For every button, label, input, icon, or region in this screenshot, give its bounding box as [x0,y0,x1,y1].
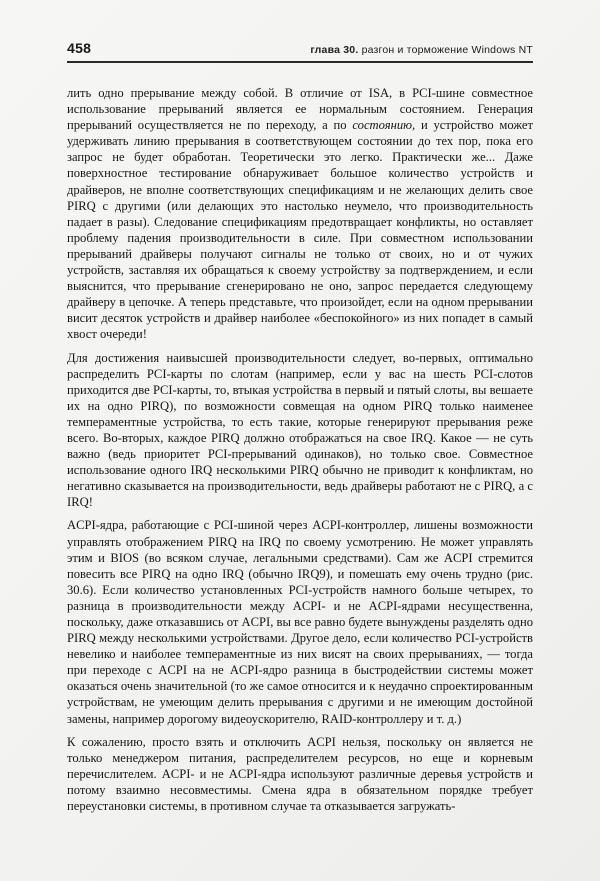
paragraph-3: ACPI-ядра, работающие с PCI-шиной через ACPI-контроллер, лишены возможности управлять отображением PIRQ на IRQ по своему усмотрению. Не может управлять этим и BIOS (во всяком случае, легальными средствами). Сам же ACPI стремится повесить все PIRQ на одно IRQ (обычно IRQ9), и помешать ему очень трудно (рис. 30.6). Если количество установленных PCI-устройств намного больше четырех, то разница в производительности между ACPI- и не ACPI-ядрами несущественна, поскольку, даже отказавшись от ACPI, вы все равно будете вынуждены разделять одно PIRQ между несколькими устройствами. Другое дело, если количество PCI-устройств невелико и наиболее темпераментные из них висят на своих прерываниях, — тогда при переходе с ACPI на не ACPI-ядро разница в быстродействии системы может оказаться очень значительной (то же самое относится и к неудачно спроектированным устройствам, не умеющим делить прерывания с другими и не имеющим достойной замены, например дорогому видеоускорителю, RAID-контроллеру и т. д.) [67,518,533,726]
chapter-running-title [310,44,533,56]
paragraph-1-text: лить одно прерывание между собой. В отличие от ISA, в PCI-шине совместное использование прерываний является ее нормальным состоянием. Генерация прерываний осуществляется не по переходу, а по [67,86,533,133]
page-number: 458 [67,40,92,56]
page-body [67,85,533,814]
paragraph-4: К сожалению, просто взять и отключить ACPI нельзя, поскольку он является не только менеджером питания, распределителем ресурсов, но еще и корневым перечислителем. ACPI- и не ACPI-ядра используют различные деревья устройств и потому взаимно несовместимы. Смена ядра в обязательном порядке требует переустановки системы, в противном случае та отказывается загружать- [67,734,533,814]
header-rule [67,61,533,63]
chapter-number: глава 30. [310,44,359,56]
paragraph-1 [67,85,533,343]
paragraph-1-text-continued: , и устройство может удерживать линию прерывания в соответствующем состоянии до тех пор, пока его запрос не будет обработан. Теоретически это легко. Практически же... Даже поверхностное тестирование обнаруживает большое количество устройств и драйверов, не вполне соответствующих спецификациям и не желающих делить свое PIRQ с другими (или делающих это настолько неумело, что производительность падает в разы). Следование спецификациям предотвращает конфликты, но оставляет проблему падения производительности в силе. При совместном использовании прерываний драйверы получают сигналы не только от своих, но и от чужих устройств, заставляя их обращаться к своему устройству за подтверждением, и если выяснится, что прерывание сгенерировано не оно, запрос передается следующему драйверу в цепочке. А теперь представьте, что произойдет, если на одном прерывании висит десяток устройств и драйвер наиболее «беспокойного» из них попадет в самый хвост очереди! [67,118,533,342]
chapter-title: разгон и торможение Windows NT [358,44,533,56]
paragraph-2: Для достижения наивысшей производительности следует, во-первых, оптимально распределить PCI-карты по слотам (например, если у вас на шесть PCI-слотов приходится две PCI-карты, то, втыкая устройства в первый и пятый слоты, вы вешаете их на одно PIRQ), по возможности совмещая на одном PIRQ только наименее темпераментные устройства, то есть такие, которые генерируют прерывания реже всего. Во-вторых, каждое PIRQ должно отображаться на свое IRQ. Какое — не суть важно (ведь приоритет PCI-прерываний одинаков), но только свое. Совместное использование одного IRQ несколькими PIRQ обычно не приводит к конфликтам, но негативно сказывается на производительности, ведь драйверы работают не с PIRQ, а с IRQ! [67,350,533,510]
paragraph-1-italic: состоянию [352,118,413,133]
running-head [67,40,533,56]
page-content-area [67,40,533,814]
